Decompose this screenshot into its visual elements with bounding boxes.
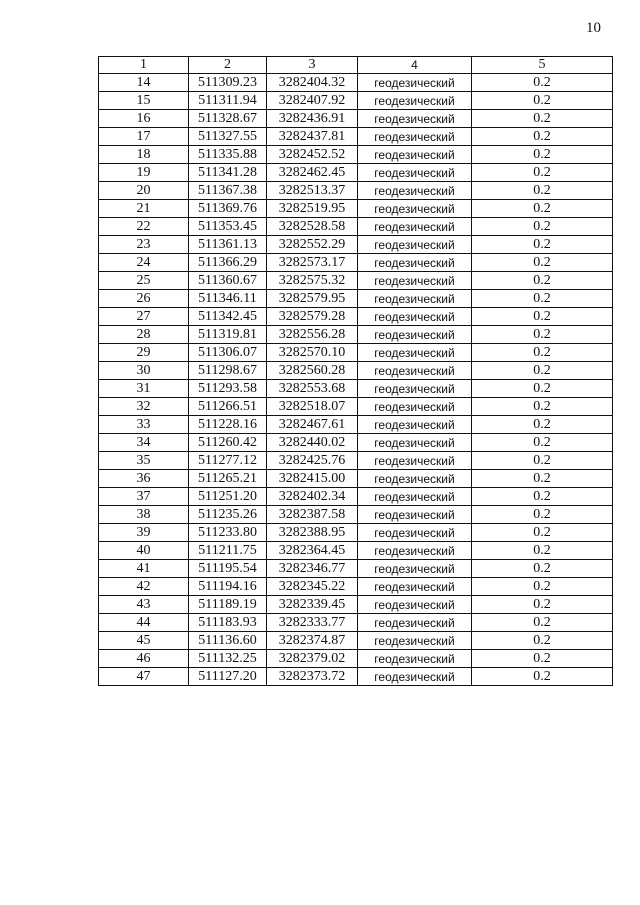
table-row <box>99 452 613 470</box>
point-number-cell: 22 <box>99 218 189 236</box>
x-coordinate-cell: 511361.13 <box>189 236 267 254</box>
point-number-cell: 37 <box>99 488 189 506</box>
accuracy-cell: 0.2 <box>472 560 613 578</box>
point-number-cell: 30 <box>99 362 189 380</box>
x-coordinate-cell: 511260.42 <box>189 434 267 452</box>
accuracy-cell: 0.2 <box>472 434 613 452</box>
y-coordinate-cell: 3282579.28 <box>267 308 358 326</box>
accuracy-cell: 0.2 <box>472 416 613 434</box>
y-coordinate-cell: 3282560.28 <box>267 362 358 380</box>
table-row <box>99 290 613 308</box>
point-number-cell: 33 <box>99 416 189 434</box>
x-coordinate-cell: 511183.93 <box>189 614 267 632</box>
y-coordinate-cell: 3282452.52 <box>267 146 358 164</box>
method-cell: геодезический <box>358 524 472 542</box>
table-row <box>99 236 613 254</box>
point-number-cell: 24 <box>99 254 189 272</box>
coordinates-table-body <box>99 57 613 686</box>
point-number-cell: 39 <box>99 524 189 542</box>
accuracy-cell: 0.2 <box>472 524 613 542</box>
point-number-cell: 32 <box>99 398 189 416</box>
point-number-cell: 44 <box>99 614 189 632</box>
accuracy-cell: 0.2 <box>472 326 613 344</box>
x-coordinate-cell: 511251.20 <box>189 488 267 506</box>
method-cell: геодезический <box>358 452 472 470</box>
table-row <box>99 182 613 200</box>
x-coordinate-cell: 511189.19 <box>189 596 267 614</box>
method-cell: геодезический <box>358 380 472 398</box>
y-coordinate-cell: 3282436.91 <box>267 110 358 128</box>
table-row <box>99 74 613 92</box>
accuracy-cell: 0.2 <box>472 164 613 182</box>
table-row <box>99 542 613 560</box>
accuracy-cell: 0.2 <box>472 272 613 290</box>
table-row <box>99 650 613 668</box>
header-cell-5: 5 <box>472 57 613 74</box>
table-row <box>99 416 613 434</box>
method-cell: геодезический <box>358 614 472 632</box>
x-coordinate-cell: 511341.28 <box>189 164 267 182</box>
point-number-cell: 42 <box>99 578 189 596</box>
table-row <box>99 344 613 362</box>
table-row <box>99 326 613 344</box>
method-cell: геодезический <box>358 110 472 128</box>
y-coordinate-cell: 3282364.45 <box>267 542 358 560</box>
method-cell: геодезический <box>358 470 472 488</box>
x-coordinate-cell: 511211.75 <box>189 542 267 560</box>
table-row <box>99 488 613 506</box>
method-cell: геодезический <box>358 308 472 326</box>
table-row <box>99 434 613 452</box>
x-coordinate-cell: 511132.25 <box>189 650 267 668</box>
table-header-row <box>99 57 613 74</box>
accuracy-cell: 0.2 <box>472 254 613 272</box>
point-number-cell: 35 <box>99 452 189 470</box>
y-coordinate-cell: 3282552.29 <box>267 236 358 254</box>
y-coordinate-cell: 3282528.58 <box>267 218 358 236</box>
y-coordinate-cell: 3282575.32 <box>267 272 358 290</box>
accuracy-cell: 0.2 <box>472 74 613 92</box>
y-coordinate-cell: 3282404.32 <box>267 74 358 92</box>
x-coordinate-cell: 511235.26 <box>189 506 267 524</box>
x-coordinate-cell: 511360.67 <box>189 272 267 290</box>
x-coordinate-cell: 511266.51 <box>189 398 267 416</box>
accuracy-cell: 0.2 <box>472 650 613 668</box>
y-coordinate-cell: 3282579.95 <box>267 290 358 308</box>
x-coordinate-cell: 511366.29 <box>189 254 267 272</box>
table-row <box>99 164 613 182</box>
method-cell: геодезический <box>358 272 472 290</box>
y-coordinate-cell: 3282518.07 <box>267 398 358 416</box>
x-coordinate-cell: 511298.67 <box>189 362 267 380</box>
y-coordinate-cell: 3282425.76 <box>267 452 358 470</box>
y-coordinate-cell: 3282333.77 <box>267 614 358 632</box>
x-coordinate-cell: 511136.60 <box>189 632 267 650</box>
y-coordinate-cell: 3282570.10 <box>267 344 358 362</box>
method-cell: геодезический <box>358 632 472 650</box>
method-cell: геодезический <box>358 92 472 110</box>
accuracy-cell: 0.2 <box>472 488 613 506</box>
x-coordinate-cell: 511265.21 <box>189 470 267 488</box>
accuracy-cell: 0.2 <box>472 308 613 326</box>
x-coordinate-cell: 511346.11 <box>189 290 267 308</box>
point-number-cell: 41 <box>99 560 189 578</box>
method-cell: геодезический <box>358 650 472 668</box>
point-number-cell: 34 <box>99 434 189 452</box>
accuracy-cell: 0.2 <box>472 668 613 686</box>
point-number-cell: 25 <box>99 272 189 290</box>
x-coordinate-cell: 511127.20 <box>189 668 267 686</box>
table-row <box>99 254 613 272</box>
accuracy-cell: 0.2 <box>472 110 613 128</box>
y-coordinate-cell: 3282462.45 <box>267 164 358 182</box>
method-cell: геодезический <box>358 254 472 272</box>
method-cell: геодезический <box>358 146 472 164</box>
method-cell: геодезический <box>358 578 472 596</box>
y-coordinate-cell: 3282407.92 <box>267 92 358 110</box>
x-coordinate-cell: 511335.88 <box>189 146 267 164</box>
y-coordinate-cell: 3282402.34 <box>267 488 358 506</box>
y-coordinate-cell: 3282573.17 <box>267 254 358 272</box>
table-row <box>99 380 613 398</box>
x-coordinate-cell: 511342.45 <box>189 308 267 326</box>
accuracy-cell: 0.2 <box>472 452 613 470</box>
table-row <box>99 470 613 488</box>
x-coordinate-cell: 511293.58 <box>189 380 267 398</box>
method-cell: геодезический <box>358 542 472 560</box>
method-cell: геодезический <box>358 434 472 452</box>
method-cell: геодезический <box>358 218 472 236</box>
table-row <box>99 200 613 218</box>
method-cell: геодезический <box>358 416 472 434</box>
table-row <box>99 398 613 416</box>
table-row <box>99 362 613 380</box>
y-coordinate-cell: 3282437.81 <box>267 128 358 146</box>
method-cell: геодезический <box>358 398 472 416</box>
point-number-cell: 47 <box>99 668 189 686</box>
y-coordinate-cell: 3282553.68 <box>267 380 358 398</box>
point-number-cell: 29 <box>99 344 189 362</box>
table-row <box>99 272 613 290</box>
point-number-cell: 45 <box>99 632 189 650</box>
table-row <box>99 632 613 650</box>
method-cell: геодезический <box>358 74 472 92</box>
accuracy-cell: 0.2 <box>472 542 613 560</box>
accuracy-cell: 0.2 <box>472 470 613 488</box>
accuracy-cell: 0.2 <box>472 290 613 308</box>
method-cell: геодезический <box>358 164 472 182</box>
accuracy-cell: 0.2 <box>472 398 613 416</box>
header-cell-1: 1 <box>99 57 189 74</box>
table-row <box>99 218 613 236</box>
x-coordinate-cell: 511309.23 <box>189 74 267 92</box>
x-coordinate-cell: 511319.81 <box>189 326 267 344</box>
method-cell: геодезический <box>358 326 472 344</box>
method-cell: геодезический <box>358 182 472 200</box>
y-coordinate-cell: 3282345.22 <box>267 578 358 596</box>
accuracy-cell: 0.2 <box>472 182 613 200</box>
point-number-cell: 18 <box>99 146 189 164</box>
method-cell: геодезический <box>358 236 472 254</box>
y-coordinate-cell: 3282373.72 <box>267 668 358 686</box>
y-coordinate-cell: 3282388.95 <box>267 524 358 542</box>
point-number-cell: 38 <box>99 506 189 524</box>
method-cell: геодезический <box>358 344 472 362</box>
x-coordinate-cell: 511277.12 <box>189 452 267 470</box>
method-cell: геодезический <box>358 128 472 146</box>
header-cell-2: 2 <box>189 57 267 74</box>
table-row <box>99 578 613 596</box>
y-coordinate-cell: 3282339.45 <box>267 596 358 614</box>
method-cell: геодезический <box>358 596 472 614</box>
table-row <box>99 524 613 542</box>
point-number-cell: 23 <box>99 236 189 254</box>
accuracy-cell: 0.2 <box>472 92 613 110</box>
x-coordinate-cell: 511195.54 <box>189 560 267 578</box>
point-number-cell: 19 <box>99 164 189 182</box>
point-number-cell: 27 <box>99 308 189 326</box>
x-coordinate-cell: 511306.07 <box>189 344 267 362</box>
accuracy-cell: 0.2 <box>472 578 613 596</box>
point-number-cell: 43 <box>99 596 189 614</box>
table-row <box>99 668 613 686</box>
point-number-cell: 31 <box>99 380 189 398</box>
point-number-cell: 20 <box>99 182 189 200</box>
y-coordinate-cell: 3282467.61 <box>267 416 358 434</box>
table-row <box>99 560 613 578</box>
header-cell-3: 3 <box>267 57 358 74</box>
accuracy-cell: 0.2 <box>472 614 613 632</box>
x-coordinate-cell: 511327.55 <box>189 128 267 146</box>
y-coordinate-cell: 3282346.77 <box>267 560 358 578</box>
table-row <box>99 92 613 110</box>
point-number-cell: 36 <box>99 470 189 488</box>
x-coordinate-cell: 511328.67 <box>189 110 267 128</box>
x-coordinate-cell: 511194.16 <box>189 578 267 596</box>
accuracy-cell: 0.2 <box>472 380 613 398</box>
table-row <box>99 308 613 326</box>
table-row <box>99 596 613 614</box>
y-coordinate-cell: 3282387.58 <box>267 506 358 524</box>
y-coordinate-cell: 3282513.37 <box>267 182 358 200</box>
accuracy-cell: 0.2 <box>472 344 613 362</box>
point-number-cell: 26 <box>99 290 189 308</box>
y-coordinate-cell: 3282440.02 <box>267 434 358 452</box>
method-cell: геодезический <box>358 290 472 308</box>
table-row <box>99 614 613 632</box>
accuracy-cell: 0.2 <box>472 200 613 218</box>
method-cell: геодезический <box>358 200 472 218</box>
point-number-cell: 17 <box>99 128 189 146</box>
point-number-cell: 28 <box>99 326 189 344</box>
y-coordinate-cell: 3282556.28 <box>267 326 358 344</box>
accuracy-cell: 0.2 <box>472 362 613 380</box>
table-row <box>99 128 613 146</box>
point-number-cell: 15 <box>99 92 189 110</box>
accuracy-cell: 0.2 <box>472 128 613 146</box>
x-coordinate-cell: 511233.80 <box>189 524 267 542</box>
method-cell: геодезический <box>358 560 472 578</box>
y-coordinate-cell: 3282415.00 <box>267 470 358 488</box>
accuracy-cell: 0.2 <box>472 146 613 164</box>
point-number-cell: 40 <box>99 542 189 560</box>
x-coordinate-cell: 511311.94 <box>189 92 267 110</box>
y-coordinate-cell: 3282379.02 <box>267 650 358 668</box>
accuracy-cell: 0.2 <box>472 632 613 650</box>
x-coordinate-cell: 511369.76 <box>189 200 267 218</box>
point-number-cell: 14 <box>99 74 189 92</box>
y-coordinate-cell: 3282374.87 <box>267 632 358 650</box>
table-row <box>99 146 613 164</box>
table-row <box>99 110 613 128</box>
method-cell: геодезический <box>358 488 472 506</box>
y-coordinate-cell: 3282519.95 <box>267 200 358 218</box>
point-number-cell: 16 <box>99 110 189 128</box>
table-row <box>99 506 613 524</box>
method-cell: геодезический <box>358 668 472 686</box>
header-cell-4: 4 <box>358 57 472 74</box>
accuracy-cell: 0.2 <box>472 218 613 236</box>
method-cell: геодезический <box>358 362 472 380</box>
accuracy-cell: 0.2 <box>472 506 613 524</box>
page-number: 10 <box>586 20 601 36</box>
method-cell: геодезический <box>358 506 472 524</box>
x-coordinate-cell: 511367.38 <box>189 182 267 200</box>
accuracy-cell: 0.2 <box>472 596 613 614</box>
point-number-cell: 46 <box>99 650 189 668</box>
coordinates-table <box>98 56 613 686</box>
x-coordinate-cell: 511228.16 <box>189 416 267 434</box>
x-coordinate-cell: 511353.45 <box>189 218 267 236</box>
point-number-cell: 21 <box>99 200 189 218</box>
accuracy-cell: 0.2 <box>472 236 613 254</box>
